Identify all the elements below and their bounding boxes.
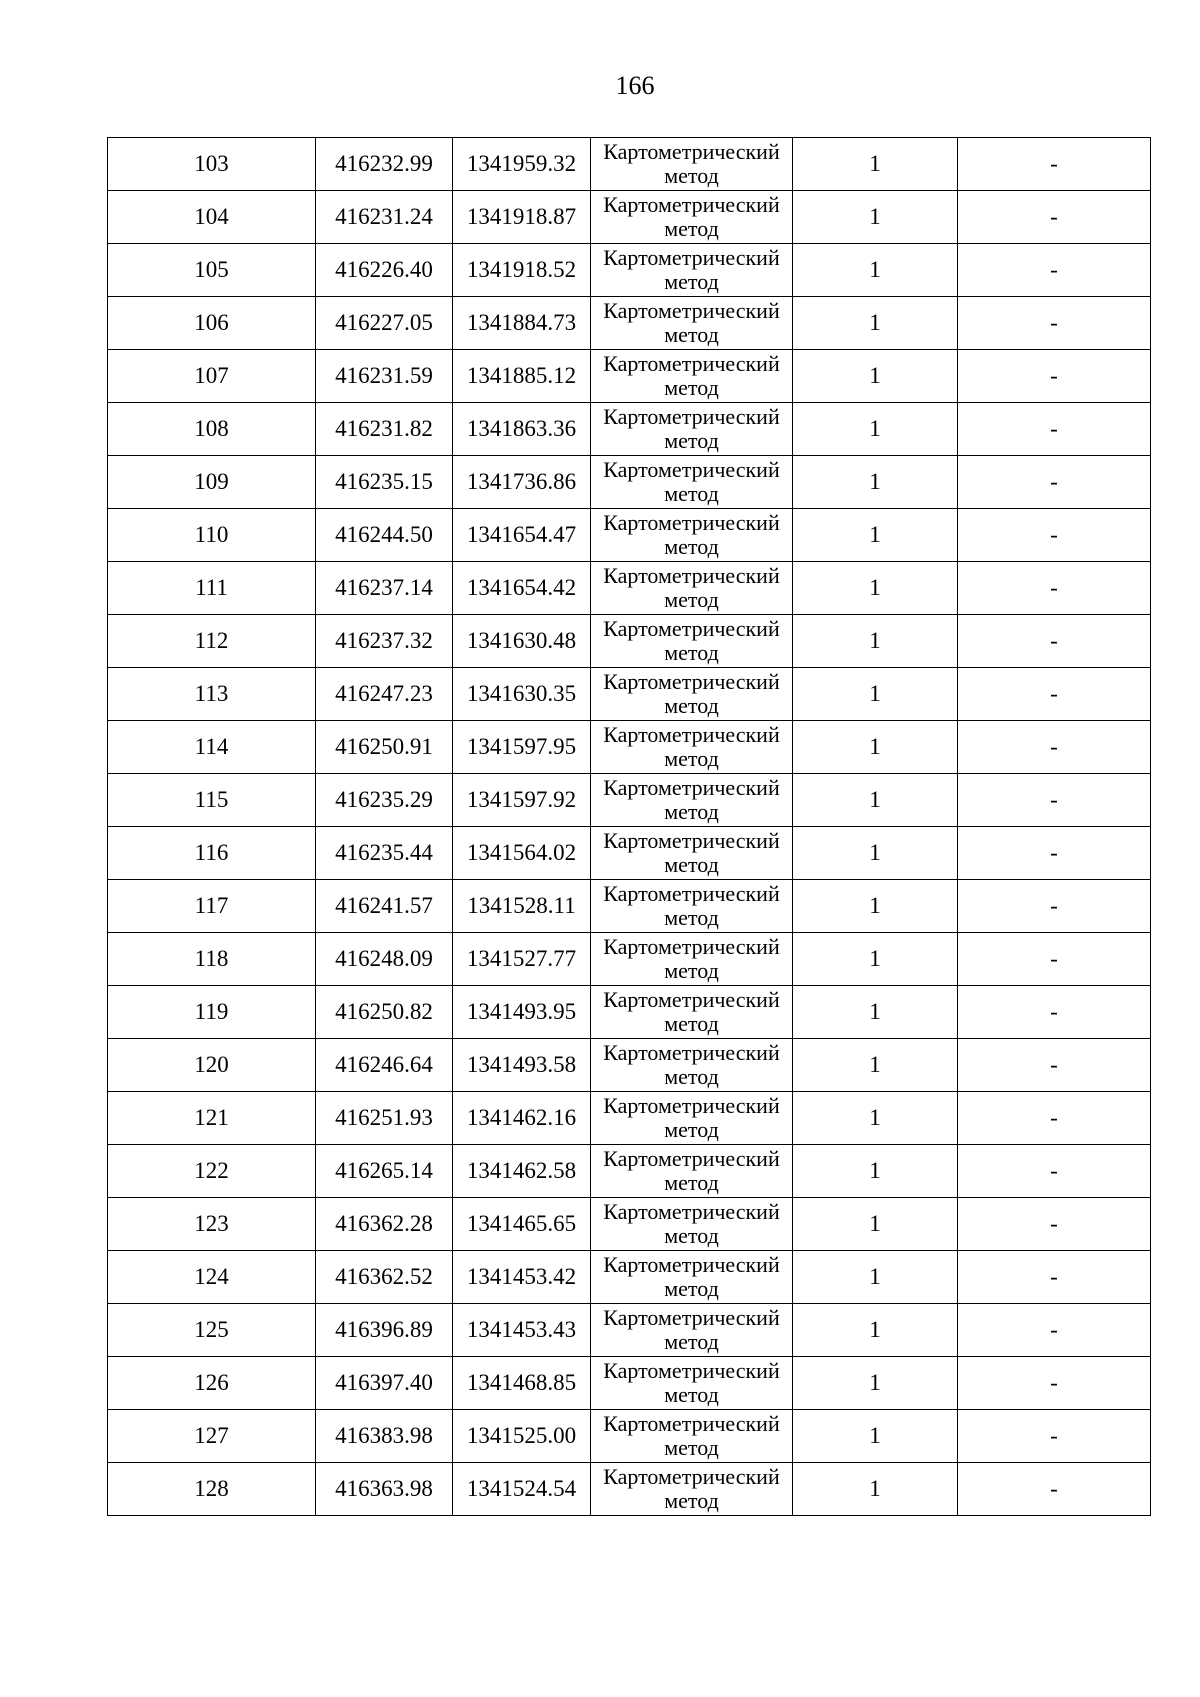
y-coordinate-cell: 1341462.16 [453, 1092, 591, 1145]
y-coordinate-cell: 1341959.32 [453, 138, 591, 191]
accuracy-cell: 1 [793, 456, 958, 509]
note-cell: - [958, 297, 1151, 350]
table-row [108, 668, 1151, 721]
point-number-cell: 104 [108, 191, 316, 244]
accuracy-cell: 1 [793, 933, 958, 986]
table-row [108, 721, 1151, 774]
method-cell [591, 191, 793, 244]
y-coordinate-cell: 1341527.77 [453, 933, 591, 986]
point-number-cell: 109 [108, 456, 316, 509]
x-coordinate-cell: 416383.98 [316, 1410, 453, 1463]
method-line-2: метод [664, 1064, 719, 1089]
point-number-cell: 117 [108, 880, 316, 933]
table-row [108, 774, 1151, 827]
method-line-2: метод [664, 799, 719, 824]
table-row [108, 880, 1151, 933]
table-row [108, 1092, 1151, 1145]
accuracy-cell: 1 [793, 509, 958, 562]
note-cell: - [958, 1304, 1151, 1357]
method-cell [591, 456, 793, 509]
method-cell [591, 138, 793, 191]
method-line-2: метод [664, 1435, 719, 1460]
point-number-cell: 128 [108, 1463, 316, 1516]
method-cell [591, 1251, 793, 1304]
method-line-1: Картометрический [603, 139, 780, 164]
method-line-2: метод [664, 587, 719, 612]
method-line-1: Картометрический [603, 404, 780, 429]
x-coordinate-cell: 416250.82 [316, 986, 453, 1039]
method-line-2: метод [664, 746, 719, 771]
y-coordinate-cell: 1341453.42 [453, 1251, 591, 1304]
x-coordinate-cell: 416232.99 [316, 138, 453, 191]
point-number-cell: 127 [108, 1410, 316, 1463]
point-number-cell: 106 [108, 297, 316, 350]
method-line-2: метод [664, 905, 719, 930]
method-line-2: метод [664, 481, 719, 506]
note-cell: - [958, 774, 1151, 827]
accuracy-cell: 1 [793, 1145, 958, 1198]
y-coordinate-cell: 1341564.02 [453, 827, 591, 880]
accuracy-cell: 1 [793, 615, 958, 668]
table-row [108, 1357, 1151, 1410]
accuracy-cell: 1 [793, 562, 958, 615]
note-cell: - [958, 1463, 1151, 1516]
accuracy-cell: 1 [793, 350, 958, 403]
method-cell [591, 562, 793, 615]
method-cell [591, 350, 793, 403]
accuracy-cell: 1 [793, 403, 958, 456]
accuracy-cell: 1 [793, 774, 958, 827]
y-coordinate-cell: 1341453.43 [453, 1304, 591, 1357]
x-coordinate-cell: 416237.14 [316, 562, 453, 615]
x-coordinate-cell: 416247.23 [316, 668, 453, 721]
table-row [108, 1198, 1151, 1251]
y-coordinate-cell: 1341493.58 [453, 1039, 591, 1092]
method-line-2: метод [664, 269, 719, 294]
method-line-2: метод [664, 216, 719, 241]
x-coordinate-cell: 416251.93 [316, 1092, 453, 1145]
note-cell: - [958, 668, 1151, 721]
method-cell [591, 721, 793, 774]
method-cell [591, 297, 793, 350]
table-row [108, 1304, 1151, 1357]
method-line-1: Картометрический [603, 722, 780, 747]
method-line-1: Картометрический [603, 669, 780, 694]
note-cell: - [958, 1198, 1151, 1251]
point-number-cell: 111 [108, 562, 316, 615]
note-cell: - [958, 456, 1151, 509]
x-coordinate-cell: 416363.98 [316, 1463, 453, 1516]
method-line-1: Картометрический [603, 1305, 780, 1330]
point-number-cell: 119 [108, 986, 316, 1039]
note-cell: - [958, 827, 1151, 880]
accuracy-cell: 1 [793, 1463, 958, 1516]
x-coordinate-cell: 416250.91 [316, 721, 453, 774]
accuracy-cell: 1 [793, 297, 958, 350]
method-line-1: Картометрический [603, 1252, 780, 1277]
note-cell: - [958, 138, 1151, 191]
table-row [108, 403, 1151, 456]
point-number-cell: 121 [108, 1092, 316, 1145]
method-line-1: Картометрический [603, 298, 780, 323]
y-coordinate-cell: 1341736.86 [453, 456, 591, 509]
y-coordinate-cell: 1341597.95 [453, 721, 591, 774]
table-row [108, 509, 1151, 562]
method-cell [591, 615, 793, 668]
method-line-2: метод [664, 1117, 719, 1142]
method-line-2: метод [664, 1170, 719, 1195]
accuracy-cell: 1 [793, 827, 958, 880]
method-line-2: метод [664, 163, 719, 188]
method-line-2: метод [664, 1488, 719, 1513]
point-number-cell: 112 [108, 615, 316, 668]
table-row [108, 1145, 1151, 1198]
point-number-cell: 123 [108, 1198, 316, 1251]
method-line-2: метод [664, 1382, 719, 1407]
point-number-cell: 115 [108, 774, 316, 827]
method-line-2: метод [664, 534, 719, 559]
method-line-1: Картометрический [603, 828, 780, 853]
method-line-1: Картометрический [603, 616, 780, 641]
accuracy-cell: 1 [793, 1251, 958, 1304]
method-cell [591, 1410, 793, 1463]
method-line-1: Картометрический [603, 1146, 780, 1171]
method-line-1: Картометрический [603, 1199, 780, 1224]
table-row [108, 986, 1151, 1039]
method-cell [591, 244, 793, 297]
x-coordinate-cell: 416241.57 [316, 880, 453, 933]
table-row [108, 1410, 1151, 1463]
note-cell: - [958, 244, 1151, 297]
note-cell: - [958, 562, 1151, 615]
table-row [108, 1251, 1151, 1304]
table-row [108, 933, 1151, 986]
x-coordinate-cell: 416235.15 [316, 456, 453, 509]
accuracy-cell: 1 [793, 986, 958, 1039]
x-coordinate-cell: 416265.14 [316, 1145, 453, 1198]
note-cell: - [958, 509, 1151, 562]
table-row [108, 1039, 1151, 1092]
page-number: 166 [615, 71, 655, 100]
accuracy-cell: 1 [793, 138, 958, 191]
y-coordinate-cell: 1341918.52 [453, 244, 591, 297]
table-body [108, 138, 1151, 1516]
method-line-1: Картометрический [603, 881, 780, 906]
method-cell [591, 1198, 793, 1251]
method-cell [591, 509, 793, 562]
method-cell [591, 1092, 793, 1145]
table-row [108, 138, 1151, 191]
method-line-2: метод [664, 322, 719, 347]
table-row [108, 350, 1151, 403]
method-line-1: Картометрический [603, 1040, 780, 1065]
method-line-1: Картометрический [603, 934, 780, 959]
x-coordinate-cell: 416362.52 [316, 1251, 453, 1304]
y-coordinate-cell: 1341525.00 [453, 1410, 591, 1463]
method-line-1: Картометрический [603, 987, 780, 1012]
accuracy-cell: 1 [793, 244, 958, 297]
point-number-cell: 116 [108, 827, 316, 880]
method-line-1: Картометрический [603, 457, 780, 482]
method-cell [591, 774, 793, 827]
method-cell [591, 827, 793, 880]
table-row [108, 562, 1151, 615]
y-coordinate-cell: 1341465.65 [453, 1198, 591, 1251]
x-coordinate-cell: 416244.50 [316, 509, 453, 562]
note-cell: - [958, 1039, 1151, 1092]
method-line-2: метод [664, 375, 719, 400]
x-coordinate-cell: 416231.59 [316, 350, 453, 403]
method-cell [591, 668, 793, 721]
y-coordinate-cell: 1341884.73 [453, 297, 591, 350]
method-line-1: Картометрический [603, 245, 780, 270]
point-number-cell: 122 [108, 1145, 316, 1198]
y-coordinate-cell: 1341493.95 [453, 986, 591, 1039]
point-number-cell: 124 [108, 1251, 316, 1304]
accuracy-cell: 1 [793, 721, 958, 774]
note-cell: - [958, 986, 1151, 1039]
method-cell [591, 933, 793, 986]
note-cell: - [958, 615, 1151, 668]
coordinates-table [107, 137, 1151, 1516]
method-cell [591, 1463, 793, 1516]
point-number-cell: 105 [108, 244, 316, 297]
y-coordinate-cell: 1341630.35 [453, 668, 591, 721]
method-line-2: метод [664, 1223, 719, 1248]
point-number-cell: 125 [108, 1304, 316, 1357]
point-number-cell: 118 [108, 933, 316, 986]
method-line-1: Картометрический [603, 775, 780, 800]
note-cell: - [958, 350, 1151, 403]
note-cell: - [958, 1092, 1151, 1145]
point-number-cell: 113 [108, 668, 316, 721]
x-coordinate-cell: 416235.29 [316, 774, 453, 827]
method-line-1: Картометрический [603, 192, 780, 217]
note-cell: - [958, 1145, 1151, 1198]
method-cell [591, 403, 793, 456]
method-line-1: Картометрический [603, 510, 780, 535]
y-coordinate-cell: 1341462.58 [453, 1145, 591, 1198]
x-coordinate-cell: 416226.40 [316, 244, 453, 297]
accuracy-cell: 1 [793, 1092, 958, 1145]
x-coordinate-cell: 416362.28 [316, 1198, 453, 1251]
method-cell [591, 986, 793, 1039]
point-number-cell: 103 [108, 138, 316, 191]
x-coordinate-cell: 416227.05 [316, 297, 453, 350]
x-coordinate-cell: 416237.32 [316, 615, 453, 668]
y-coordinate-cell: 1341654.42 [453, 562, 591, 615]
method-line-1: Картометрический [603, 1464, 780, 1489]
method-cell [591, 1145, 793, 1198]
accuracy-cell: 1 [793, 1357, 958, 1410]
point-number-cell: 114 [108, 721, 316, 774]
method-line-2: метод [664, 852, 719, 877]
table-row [108, 1463, 1151, 1516]
accuracy-cell: 1 [793, 668, 958, 721]
method-line-2: метод [664, 428, 719, 453]
table-row [108, 827, 1151, 880]
accuracy-cell: 1 [793, 1410, 958, 1463]
accuracy-cell: 1 [793, 1304, 958, 1357]
accuracy-cell: 1 [793, 880, 958, 933]
table-row [108, 244, 1151, 297]
y-coordinate-cell: 1341630.48 [453, 615, 591, 668]
method-cell [591, 880, 793, 933]
note-cell: - [958, 880, 1151, 933]
method-cell [591, 1039, 793, 1092]
point-number-cell: 110 [108, 509, 316, 562]
table-row [108, 456, 1151, 509]
table-row [108, 297, 1151, 350]
accuracy-cell: 1 [793, 1198, 958, 1251]
method-line-2: метод [664, 640, 719, 665]
note-cell: - [958, 1410, 1151, 1463]
point-number-cell: 108 [108, 403, 316, 456]
note-cell: - [958, 1251, 1151, 1304]
method-cell [591, 1357, 793, 1410]
method-line-1: Картометрический [603, 1411, 780, 1436]
x-coordinate-cell: 416396.89 [316, 1304, 453, 1357]
method-line-2: метод [664, 693, 719, 718]
note-cell: - [958, 933, 1151, 986]
method-line-1: Картометрический [603, 351, 780, 376]
method-line-2: метод [664, 1329, 719, 1354]
y-coordinate-cell: 1341468.85 [453, 1357, 591, 1410]
method-line-1: Картометрический [603, 1093, 780, 1118]
x-coordinate-cell: 416397.40 [316, 1357, 453, 1410]
note-cell: - [958, 191, 1151, 244]
note-cell: - [958, 1357, 1151, 1410]
y-coordinate-cell: 1341597.92 [453, 774, 591, 827]
method-line-1: Картометрический [603, 563, 780, 588]
accuracy-cell: 1 [793, 191, 958, 244]
table-row [108, 191, 1151, 244]
x-coordinate-cell: 416235.44 [316, 827, 453, 880]
x-coordinate-cell: 416231.24 [316, 191, 453, 244]
method-line-2: метод [664, 958, 719, 983]
x-coordinate-cell: 416231.82 [316, 403, 453, 456]
method-line-2: метод [664, 1276, 719, 1301]
y-coordinate-cell: 1341863.36 [453, 403, 591, 456]
note-cell: - [958, 403, 1151, 456]
y-coordinate-cell: 1341528.11 [453, 880, 591, 933]
point-number-cell: 107 [108, 350, 316, 403]
x-coordinate-cell: 416246.64 [316, 1039, 453, 1092]
table-row [108, 615, 1151, 668]
accuracy-cell: 1 [793, 1039, 958, 1092]
x-coordinate-cell: 416248.09 [316, 933, 453, 986]
method-cell [591, 1304, 793, 1357]
y-coordinate-cell: 1341885.12 [453, 350, 591, 403]
method-line-2: метод [664, 1011, 719, 1036]
y-coordinate-cell: 1341654.47 [453, 509, 591, 562]
point-number-cell: 126 [108, 1357, 316, 1410]
point-number-cell: 120 [108, 1039, 316, 1092]
y-coordinate-cell: 1341524.54 [453, 1463, 591, 1516]
note-cell: - [958, 721, 1151, 774]
method-line-1: Картометрический [603, 1358, 780, 1383]
y-coordinate-cell: 1341918.87 [453, 191, 591, 244]
